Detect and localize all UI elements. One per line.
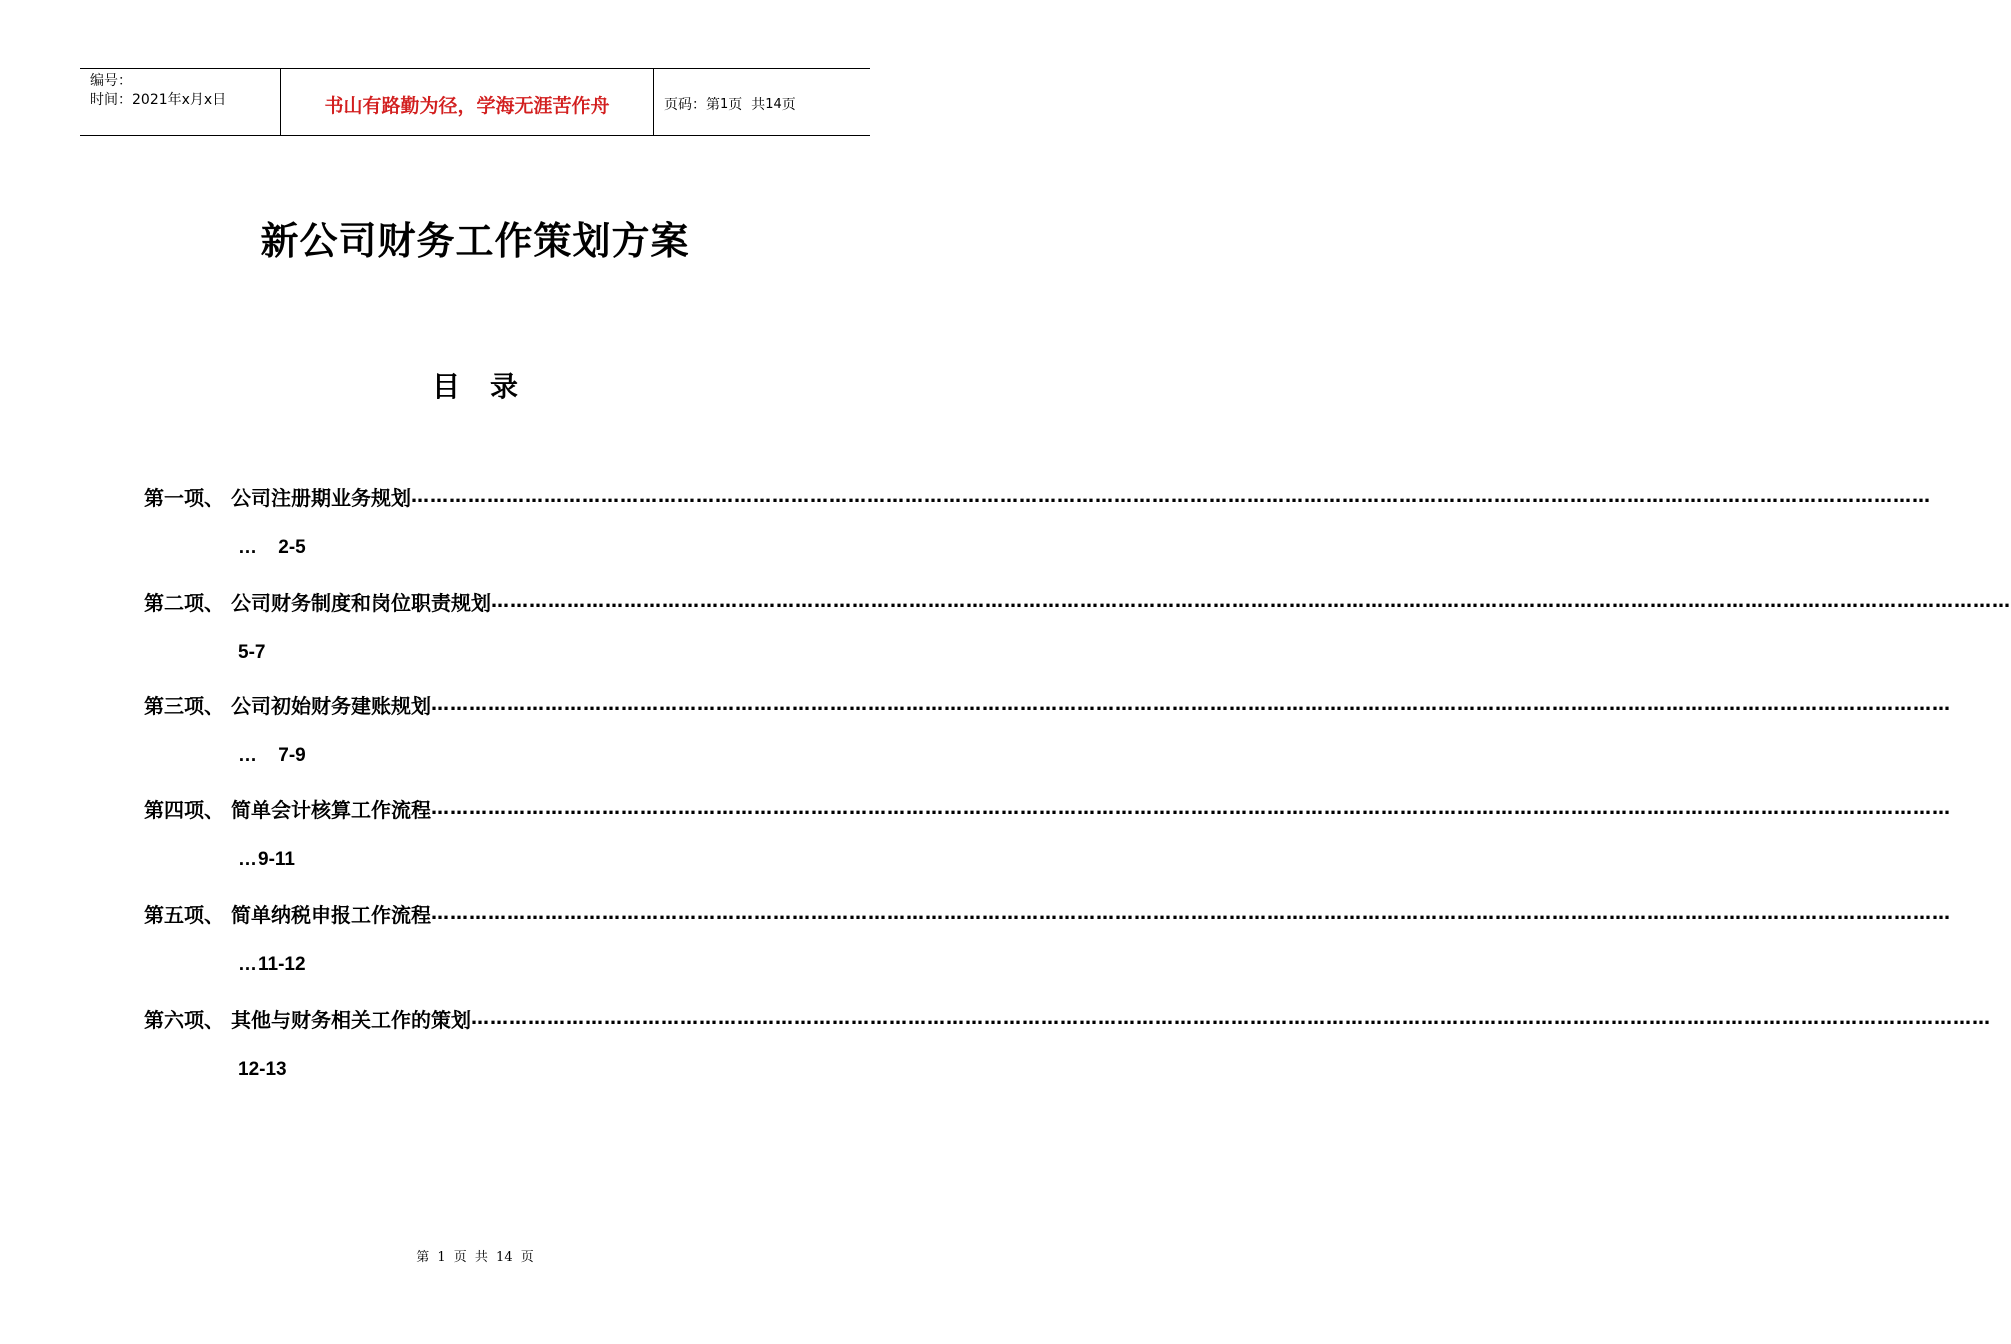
document-number-label: 编号：	[90, 73, 132, 89]
page-prefix: 页码：第	[664, 97, 720, 113]
toc-leader-tail: …	[238, 849, 258, 870]
toc-item-label: 第二项、 公司财务制度和岗位职责规划	[144, 590, 491, 615]
toc-item-pages: 12-13	[238, 1059, 287, 1080]
toc-item-pages: 7-9	[278, 745, 306, 766]
document-title: 新公司财务工作策划方案	[260, 219, 690, 263]
toc-title: 目录	[431, 370, 548, 403]
toc-item-label: 第五项、 简单纳税申报工作流程	[144, 902, 431, 927]
toc-leader-tail: …	[238, 745, 265, 766]
toc-item-label: 第四项、 简单会计核算工作流程	[144, 797, 431, 822]
page-current: 1	[720, 96, 729, 112]
toc-leader-tail: …	[238, 537, 265, 558]
toc-leader-dots: ……………………………………………………………………………………………………………………………………………………………………………………………………………………	[430, 693, 1951, 715]
toc-leader-dots: ……………………………………………………………………………………………………………………………………………………………………………………………………………………	[410, 485, 1931, 507]
page-footer: 第 1 页 共 14 页	[416, 1250, 534, 1265]
toc-item-label: 第三项、 公司初始财务建账规划	[144, 693, 431, 718]
toc-item-pages: 2-5	[278, 537, 306, 558]
toc-leader-dots: ……………………………………………………………………………………………………………………………………………………………………………………………………………………	[470, 1007, 1991, 1029]
page-suffix: 页	[781, 97, 796, 113]
page-middle: 页 共	[728, 97, 766, 113]
page-header	[80, 68, 870, 136]
toc-item-label: 第六项、 其他与财务相关工作的策划	[144, 1007, 471, 1032]
toc-leader-tail: …	[238, 954, 258, 975]
document-time-label: 时间：2021年x月x日	[90, 92, 227, 108]
toc-item-label: 第一项、 公司注册期业务规划	[144, 485, 411, 510]
header-meta	[80, 69, 281, 135]
toc-item-pages: 11-12	[258, 954, 306, 975]
toc-leader-dots: ……………………………………………………………………………………………………………………………………………………………………………………………………………………	[430, 797, 1951, 819]
toc-leader-dots: ……………………………………………………………………………………………………………………………………………………………………………………………………………………	[430, 902, 1951, 924]
page-total: 14	[765, 96, 782, 112]
header-page-info	[654, 69, 870, 135]
header-motto: 书山有路勤为径，学海无涯苦作舟	[281, 69, 654, 135]
toc-item-pages: 9-11	[258, 849, 295, 870]
toc-item-pages: 5-7	[238, 642, 266, 663]
toc-leader-dots: ……………………………………………………………………………………………………………………………………………………………………………………………………………………	[490, 590, 2011, 612]
